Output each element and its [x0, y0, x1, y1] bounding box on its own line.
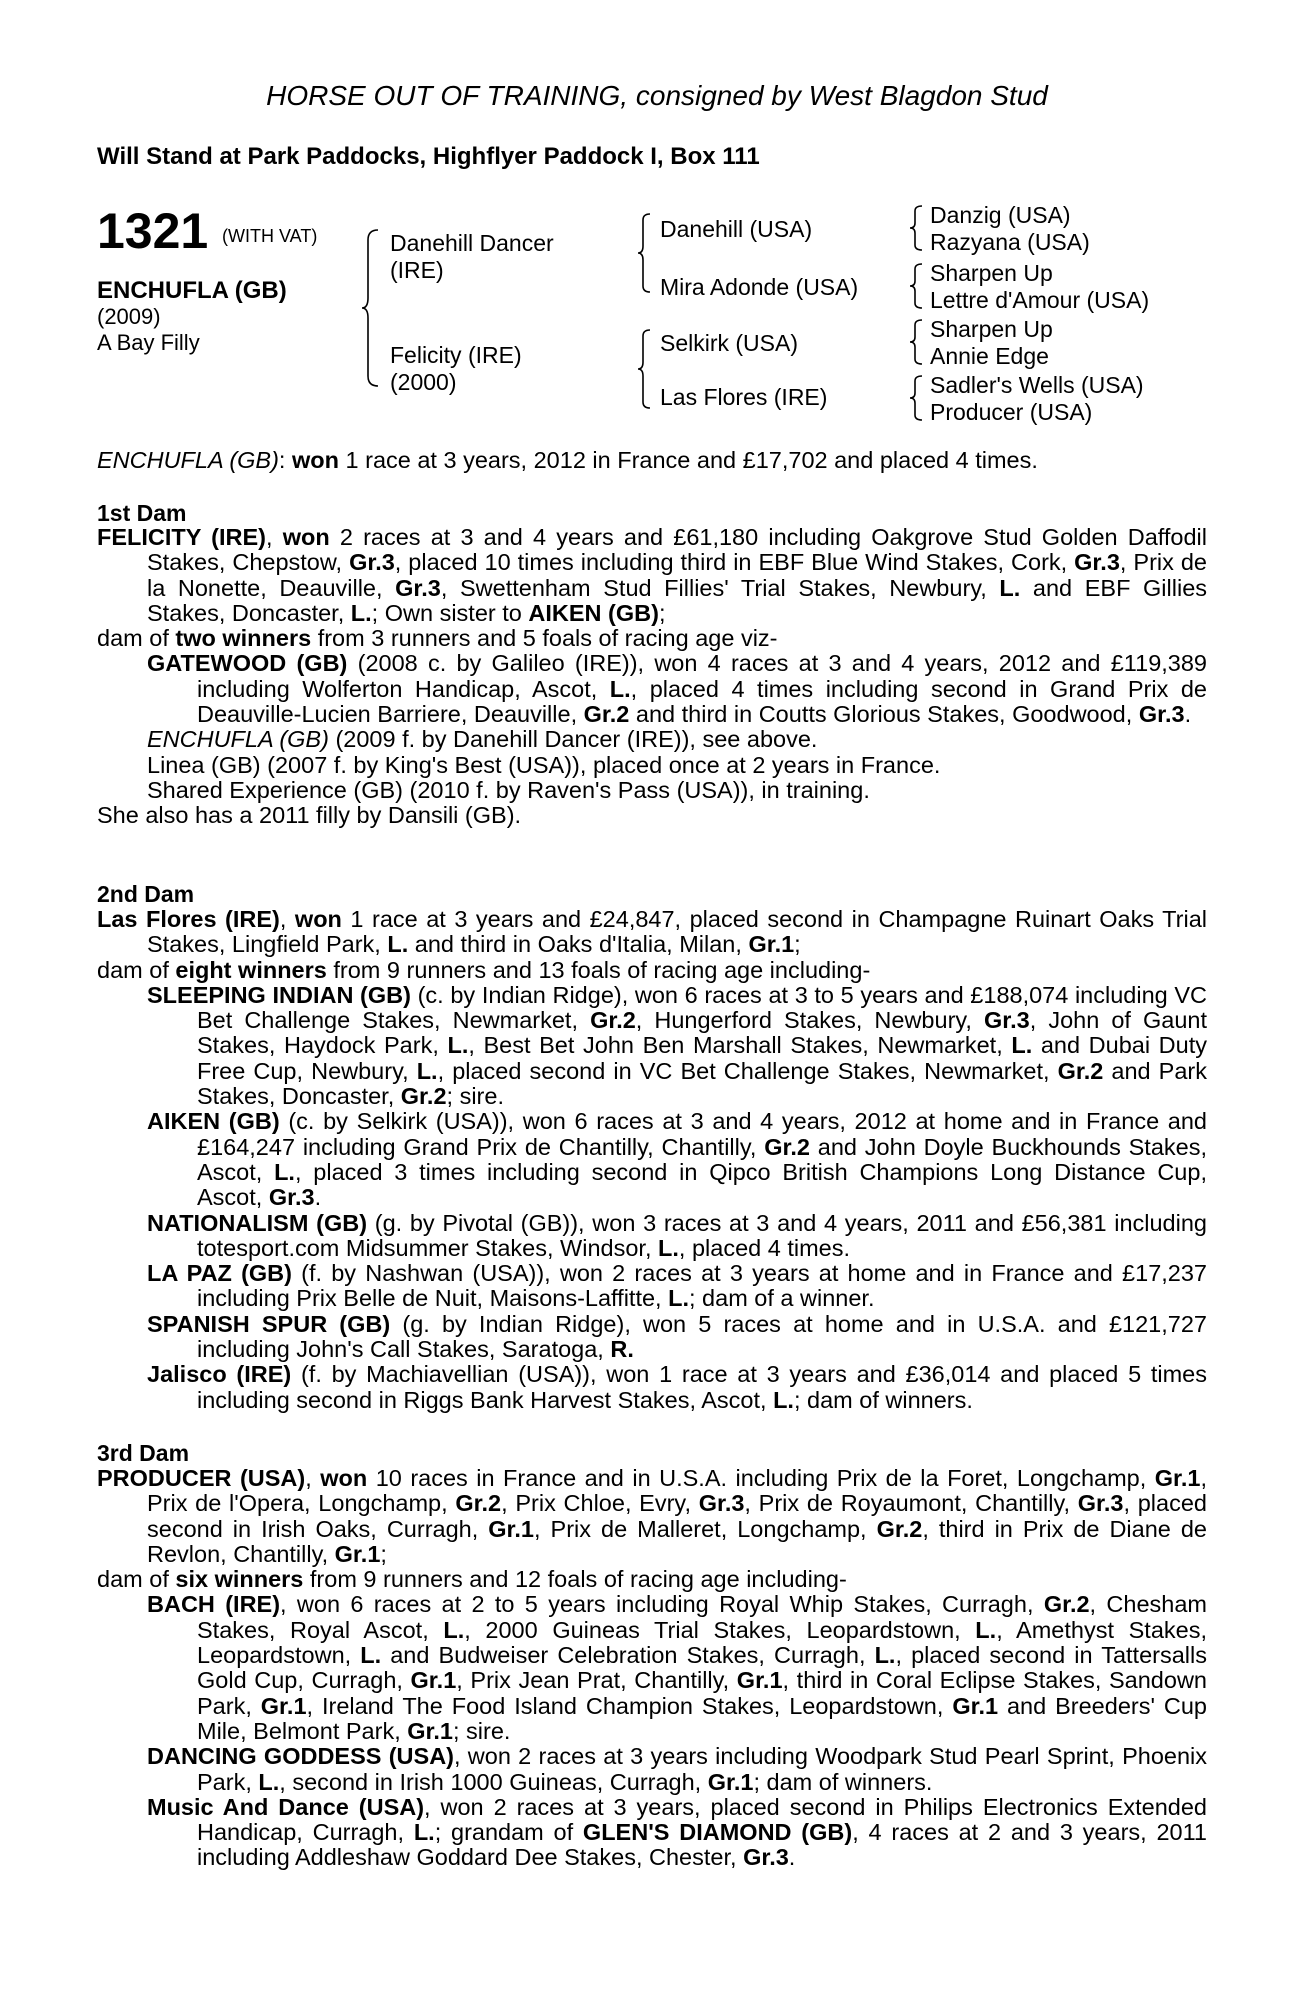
pedigree-brace-gg2 — [910, 262, 924, 310]
second-dam-heading: 2nd Dam — [97, 881, 195, 907]
progeny-aiken: AIKEN (GB) — [147, 1108, 280, 1135]
ped-gg-7: Sadler's Wells (USA) — [930, 372, 1144, 398]
vat-label: (WITH VAT) — [222, 226, 318, 246]
ped-gg-5: Sharpen Up — [930, 316, 1053, 342]
stand-location: Will Stand at Park Paddocks, Highflyer Paddock I, Box 111 — [97, 143, 760, 170]
ped-gg-2: Razyana (USA) — [930, 229, 1090, 255]
lot-number: 1321 — [97, 203, 209, 259]
progeny-shared-experience: Shared Experience (GB) (2010 f. by Raven's Pass (USA)), in training. — [147, 776, 870, 803]
ped-dam-line1: Felicity (IRE) — [390, 342, 522, 368]
pedigree-brace-sire — [638, 212, 652, 294]
progeny-dancing-goddess: DANCING GODDESS (USA) — [147, 1743, 454, 1770]
consignor-header: HORSE OUT OF TRAINING, consigned by West Blagdon Stud — [266, 80, 1048, 111]
also-note: She also has a 2011 filly by Dansili (GB). — [97, 802, 522, 829]
pedigree-brace-gg4 — [910, 374, 924, 422]
horse-year: (2009) — [97, 304, 161, 329]
progeny-la-paz: LA PAZ (GB) — [147, 1260, 292, 1287]
progeny-linea: Linea (GB) (2007 f. by King's Best (USA)), placed once at 2 years in France. — [147, 751, 941, 778]
progeny-nationalism: NATIONALISM (GB) — [147, 1209, 368, 1236]
ped-gg-4: Lettre d'Amour (USA) — [930, 287, 1150, 313]
progeny-bach: BACH (IRE) — [147, 1591, 281, 1618]
pedigree-brace-main — [362, 228, 382, 388]
progeny-enchufla: ENCHUFLA (GB) — [147, 726, 329, 753]
third-dam-heading: 3rd Dam — [97, 1440, 190, 1466]
pedigree-brace-gg3 — [910, 318, 924, 366]
ped-gg-6: Annie Edge — [930, 343, 1049, 369]
ped-dam-sire: Selkirk (USA) — [660, 330, 799, 356]
ped-sire-line2: (IRE) — [390, 257, 444, 283]
progeny-music-and-dance: Music And Dance (USA) — [147, 1793, 425, 1820]
horse-description: A Bay Filly — [97, 330, 200, 355]
pedigree-brace-gg1 — [910, 204, 924, 252]
progeny-spanish-spur: SPANISH SPUR (GB) — [147, 1310, 391, 1337]
ped-dam-dam: Las Flores (IRE) — [660, 384, 828, 410]
horse-name: ENCHUFLA (GB) — [97, 277, 287, 304]
third-dam-block: PRODUCER (USA), won 10 races in France and in U.S.A. including Prix de la Foret, Longchamp, Gr.1, Prix de l'Opera, Longchamp, Gr.2, Prix Chloe, Evry, Gr.3, Prix de Royaumont, Chantilly, Gr.3, placed second in Irish Oaks, Curragh, Gr.1, Prix de Malleret, Longchamp, Gr.2, third in Prix de Diane de Revlon, Chantilly, Gr.1; dam of six winners from 9 runners and 12 foals of racing age including- BACH (IRE), won 6 races at 2 to 5 years including Royal Whip Stakes, Curragh, Gr.2, Chesham Stakes, Royal Ascot, L., 2000 Guineas Trial Stakes, Leopardstown, L., Amethyst Stakes, Leopardstown, L. and Budweiser Celebration Stakes, Curragh, L., placed second in Tattersalls Gold Cup, Curragh, Gr.1, Prix Jean Prat, Chantilly, Gr.1, third in Coral Eclipse Stakes, Sandown Park, Gr.1, Ireland The Food Island Champion Stakes, Leopardstown, Gr.1 and Breeders' Cup Mile, Belmont Park, Gr.1; sire. DANCING GODDESS (USA), won 2 races at 3 years including Woodpark Stud Pearl Sprint, Phoenix Park, L., second in Irish 1000 Guineas, Curragh, Gr.1; dam of winners. Music And Dance (USA), won 2 races at 3 years, placed second in Philips Electronics Extended Handicap, Curragh, L.; grandam of GLEN'S DIAMOND (GB), 4 races at 2 and 3 years, 2011 including Addleshaw Goddard Dee Stakes, Chester, Gr.3. — [97, 1465, 1208, 1871]
first-dam-block: FELICITY (IRE), won 2 races at 3 and 4 years and £61,180 including Oakgrove Stud Golden Daffodil Stakes, Chepstow, Gr.3, placed 10 times including third in EBF Blue Wind Stakes, Cork, Gr.3, Prix de la Nonette, Deauville, Gr.3, Swettenham Stud Fillies' Trial Stakes, Newbury, L. and EBF Gillies Stakes, Doncaster, L.; Own sister to AIKEN (GB); dam of two winners from 3 runners and 5 foals of racing age viz- GATEWOOD (GB) (2008 c. by Galileo (IRE)), won 4 races at 3 and 4 years, 2012 and £119,389 including Wolferton Handicap, Ascot, L., placed 4 times including second in Grand Prix de Deauville-Lucien Barriere, Deauville, Gr.2 and third in Coutts Glorious Stakes, Goodwood, Gr.3. ENCHUFLA (GB) (2009 f. by Danehill Dancer (IRE)), see above. Linea (GB) (2007 f. by King's Best (USA)), placed once at 2 years in France. Shared Experience (GB) (2010 f. by Raven's Pass (USA)), in training. She also has a 2011 filly by Dansili (GB). — [97, 524, 1208, 829]
progeny-sleeping-indian: SLEEPING INDIAN (GB) — [147, 981, 411, 1008]
second-dam-block: Las Flores (IRE), won 1 race at 3 years and £24,847, placed second in Champagne Ruinart Oaks Trial Stakes, Lingfield Park, L. and third in Oaks d'Italia, Milan, Gr.1; dam of eight winners from 9 runners and 13 foals of racing age including- SLEEPING INDIAN (GB) (c. by Indian Ridge), won 6 races at 3 to 5 years and £188,074 including VC Bet Challenge Stakes, Newmarket, Gr.2, Hungerford Stakes, Newbury, Gr.3, John of Gaunt Stakes, Haydock Park, L., Best Bet John Ben Marshall Stakes, Newmarket, L. and Dubai Duty Free Cup, Newbury, L., placed second in VC Bet Challenge Stakes, Newmarket, Gr.2 and Park Stakes, Doncaster, Gr.2; sire. AIKEN (GB) (c. by Selkirk (USA)), won 6 races at 3 and 4 years, 2012 at home and in France and £164,247 including Grand Prix de Chantilly, Chantilly, Gr.2 and John Doyle Buckhounds Stakes, Ascot, L., placed 3 times including second in Qipco British Champions Long Distance Cup, Ascot, Gr.3. NATIONALISM (GB) (g. by Pivotal (GB)), won 3 races at 3 and 4 years, 2011 and £56,381 including totesport.com Midsummer Stakes, Windsor, L., placed 4 times. LA PAZ (GB) (f. by Nashwan (USA)), won 2 races at 3 years at home and in France and £17,237 including Prix Belle de Nuit, Maisons-Laffitte, L.; dam of a winner. SPANISH SPUR (GB) (g. by Indian Ridge), won 5 races at home and in U.S.A. and £121,727 including John's Call Stakes, Saratoga, R. Jalisco (IRE) (f. by Machiavellian (USA)), won 1 race at 3 years and £36,014 and placed 5 times including second in Riggs Bank Harvest Stakes, Ascot, L.; dam of winners. — [97, 906, 1208, 1413]
race-summary: ENCHUFLA (GB): won 1 race at 3 years, 2012 in France and £17,702 and placed 4 times. — [97, 447, 1038, 473]
progeny-gatewood: GATEWOOD (GB) — [147, 650, 348, 677]
ped-gg-1: Danzig (USA) — [930, 202, 1071, 228]
ped-gg-3: Sharpen Up — [930, 260, 1053, 286]
progeny-jalisco: Jalisco (IRE) — [147, 1361, 292, 1388]
first-dam-heading: 1st Dam — [97, 500, 187, 526]
pedigree-brace-dam — [638, 328, 652, 410]
ped-sire-dam: Mira Adonde (USA) — [660, 274, 859, 300]
ped-gg-8: Producer (USA) — [930, 399, 1093, 425]
summary-horse-name: ENCHUFLA (GB) — [97, 447, 279, 473]
ped-dam-line2: (2000) — [390, 369, 457, 395]
ped-sire-sire: Danehill (USA) — [660, 216, 813, 242]
ped-sire-line1: Danehill Dancer — [390, 230, 554, 256]
